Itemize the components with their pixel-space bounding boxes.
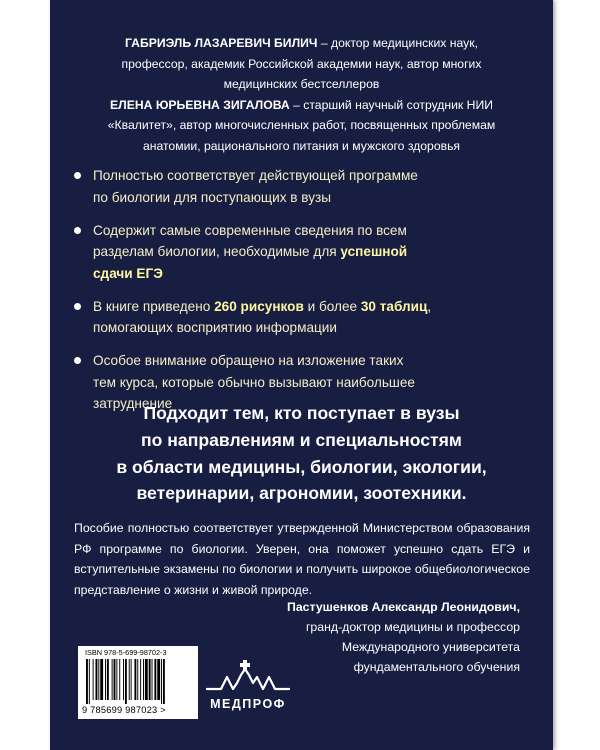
barcode-bars xyxy=(86,659,190,704)
bullet-dot-icon xyxy=(74,357,81,364)
reviewer-name: Пастушенков Александр Леонидович, xyxy=(287,600,520,614)
barcode-bar xyxy=(112,659,113,700)
barcode-bar xyxy=(96,659,98,700)
feature-text: В книге приведено xyxy=(93,298,215,314)
barcode-bar xyxy=(157,659,160,700)
feature-text: Содержит самые современные сведения по всем xyxy=(93,222,407,238)
reviewer-title: Международного университета xyxy=(341,640,520,654)
barcode-bar xyxy=(163,659,165,704)
barcode-bar xyxy=(93,659,94,700)
barcode-bar xyxy=(137,659,138,700)
barcode-bar xyxy=(154,659,156,700)
barcode-bar xyxy=(131,659,132,700)
feature-item xyxy=(74,296,529,339)
barcode-bar xyxy=(134,659,136,700)
barcode xyxy=(78,646,198,719)
feature-text: помогающих восприятию информации xyxy=(93,320,337,335)
bullet-dot-icon xyxy=(74,227,81,234)
author-1-name: ГАБРИЭЛЬ ЛАЗАРЕВИЧ БИЛИЧ xyxy=(125,36,318,50)
tagline-line: в области медицины, биологии, экологии, xyxy=(116,456,487,477)
barcode-bar xyxy=(86,659,88,704)
isbn-text: ISBN 978-5-699-98702-3 xyxy=(85,648,167,657)
tagline-line: Подходит тем, кто поступает в вузы xyxy=(143,403,460,423)
reviewer-title: фундаментального обучения xyxy=(353,660,520,674)
feature-text: Особое внимание обращено на изложение таких xyxy=(93,353,404,368)
barcode-bar xyxy=(140,659,141,700)
feature-item xyxy=(74,165,529,208)
tagline-line: ветеринарии, агрономии, зоотехники. xyxy=(136,483,467,504)
author-2-desc-line: анатомии, рационального питания и мужского здоровья xyxy=(142,138,461,153)
barcode-bar xyxy=(114,659,116,700)
author-2-name: ЕЛЕНА ЮРЬЕВНА ЗИГАЛОВА xyxy=(110,97,290,112)
description: Пособие полностью соответствует утвержденной Министерством образования РФ программе по биологии. Уверен, она поможет успешно сдать ЕГЭ и вступительные экзамены по биологии и получить широкое общебиологическое представление о жизни и живой природе. xyxy=(74,521,530,597)
feature-highlight: сдачи ЕГЭ xyxy=(93,265,163,281)
feature-text: затруднение xyxy=(93,396,173,411)
barcode-bar xyxy=(161,659,162,704)
bullet-dot-icon xyxy=(74,172,81,179)
feature-text: разделам биологии, необходимые для xyxy=(93,244,341,259)
feature-text: , xyxy=(427,298,432,314)
feature-item xyxy=(74,220,529,285)
feature-list xyxy=(74,165,529,426)
feature-text: и более xyxy=(303,298,361,314)
barcode-bar xyxy=(123,659,124,700)
barcode-bar xyxy=(152,659,153,700)
barcode-bar xyxy=(149,659,151,700)
authors-block xyxy=(60,33,543,156)
barcode-bar xyxy=(145,659,148,700)
barcode-bar xyxy=(89,659,90,704)
reviewer-title: гранд-доктор медицины и профессор xyxy=(305,620,520,634)
author-2-desc: – старший научный сотрудник НИИ xyxy=(289,97,493,112)
tagline-line: по направлениям и специальностям xyxy=(141,429,462,450)
barcode-bar xyxy=(125,659,127,704)
barcode-bar xyxy=(143,659,144,700)
feature-highlight: 30 таблиц xyxy=(360,298,428,314)
barcode-bar xyxy=(107,659,109,700)
barcode-bar xyxy=(105,659,106,700)
feature-text: по биологии для поступающих в вузы xyxy=(93,189,331,205)
barcode-digits: 9 785699 987023 > xyxy=(82,705,166,715)
bullet-dot-icon xyxy=(74,303,81,310)
feature-text: тем курса, которые обычно вызывают наибольшее xyxy=(93,374,415,390)
author-1-desc: – доктор медицинских наук, xyxy=(317,36,478,50)
feature-highlight: 260 рисунков xyxy=(214,298,304,314)
barcode-bar xyxy=(116,659,117,700)
barcode-bar xyxy=(129,659,130,700)
tagline xyxy=(60,400,543,507)
author-1-desc-line: профессор, академик Российской академии наук, автор многих xyxy=(121,56,482,71)
barcode-bar xyxy=(100,659,103,700)
author-1-desc-line: медицинских бестселлеров xyxy=(223,77,380,91)
feature-highlight: успешной xyxy=(340,244,408,259)
author-2-desc-line: «Квалитет», автор многочисленных работ, посвященных проблемам xyxy=(107,118,496,132)
feature-text: Полностью соответствует действующей программе xyxy=(93,168,418,183)
barcode-bar xyxy=(119,659,120,700)
barcode-bar xyxy=(98,659,99,700)
publisher-name: МЕДПРОФ xyxy=(210,697,286,711)
